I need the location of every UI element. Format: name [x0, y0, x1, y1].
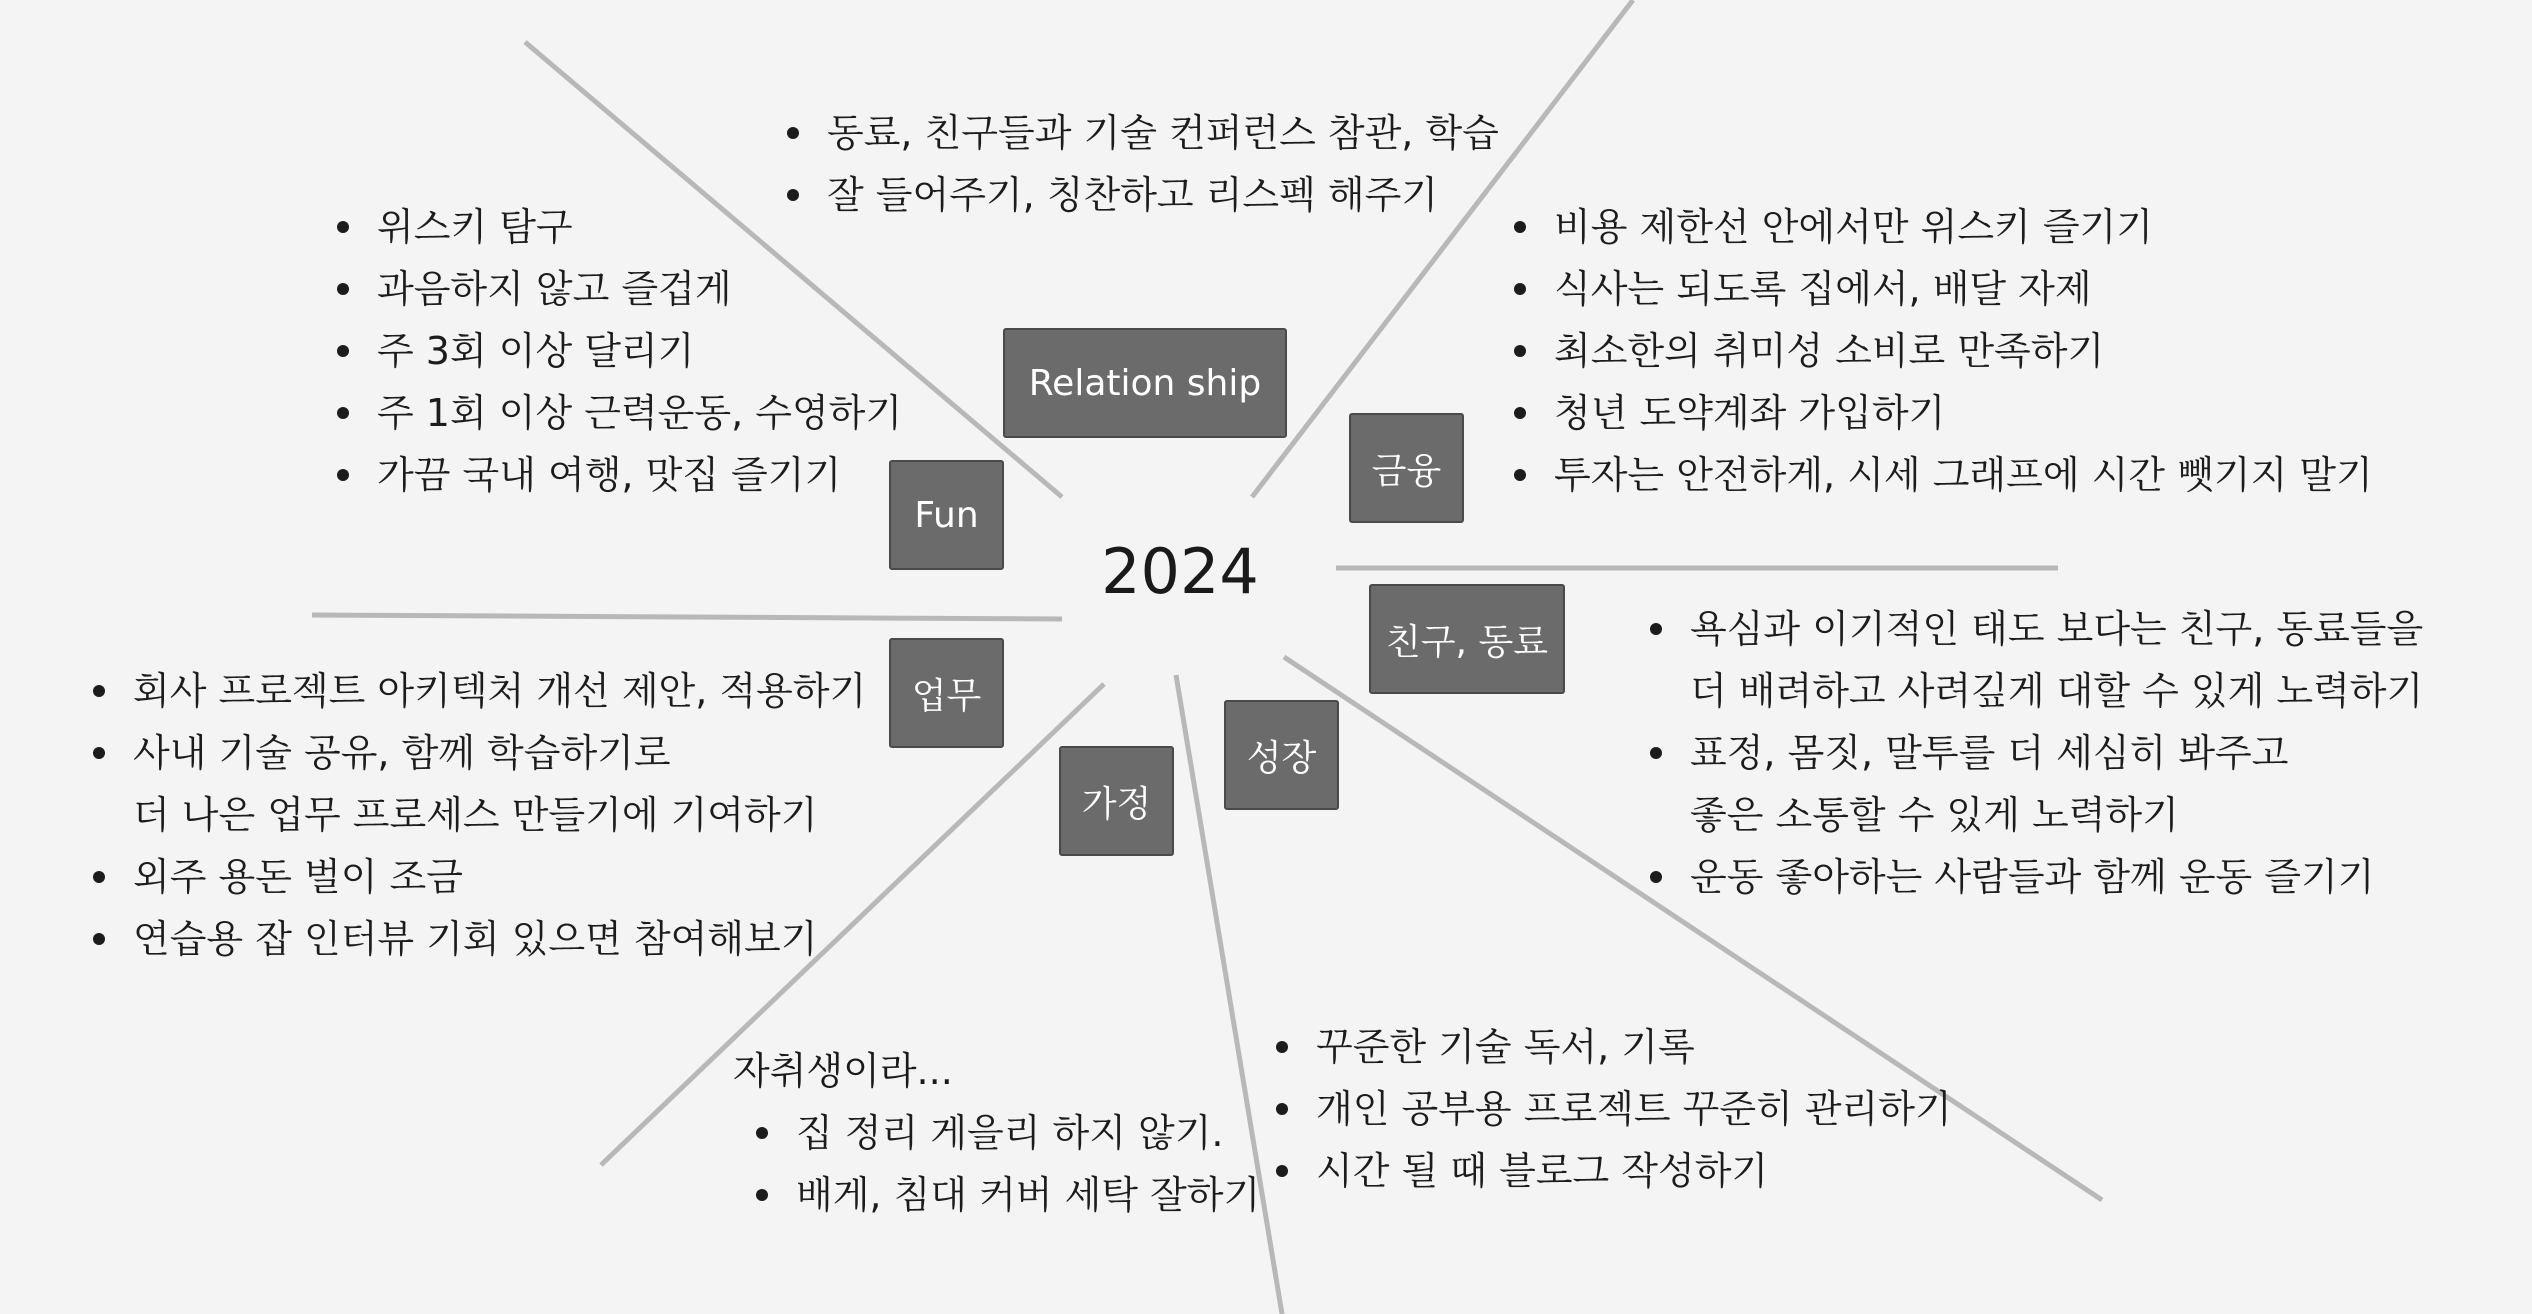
work-goal-list: [87, 660, 866, 970]
tag-finance[interactable]: 금융: [1349, 413, 1464, 523]
list-item: 가끔 국내 여행, 맛집 즐기기: [331, 444, 902, 506]
bullet-icon: [337, 221, 349, 233]
tag-relationship[interactable]: Relation ship: [1003, 328, 1287, 438]
bullet-icon: [337, 407, 349, 419]
bullet-icon: [337, 345, 349, 357]
list-item: 위스키 탐구: [331, 196, 902, 258]
list-item: 식사는 되도록 집에서, 배달 자제: [1508, 258, 2373, 320]
tag-work[interactable]: 업무: [889, 638, 1004, 748]
list-item: 주 1회 이상 근력운동, 수영하기: [331, 382, 902, 444]
list-item: 운동 좋아하는 사람들과 함께 운동 즐기기: [1644, 846, 2423, 908]
list-item: 개인 공부용 프로젝트 꾸준히 관리하기: [1270, 1078, 1952, 1140]
tag-fun[interactable]: Fun: [889, 460, 1004, 570]
tag-home[interactable]: 가정: [1059, 746, 1174, 856]
growth-goal-list: [1270, 1016, 1952, 1202]
bullet-icon: [1514, 407, 1526, 419]
bullet-icon: [1650, 747, 1662, 759]
bullet-icon: [756, 1127, 768, 1139]
list-item: 비용 제한선 안에서만 위스키 즐기기: [1508, 196, 2373, 258]
list-item: 표정, 몸짓, 말투를 더 세심히 봐주고 좋은 소통할 수 있게 노력하기: [1644, 722, 2423, 846]
tag-friends[interactable]: 친구, 동료: [1369, 584, 1565, 694]
list-item: 잘 들어주기, 칭찬하고 리스펙 해주기: [781, 164, 1499, 226]
home-intro-text: 자취생이라...: [733, 1049, 953, 1093]
bullet-icon: [756, 1189, 768, 1201]
bullet-icon: [1276, 1165, 1288, 1177]
bullet-icon: [1514, 345, 1526, 357]
center-year-title: 2024: [1101, 535, 1259, 608]
list-item: 동료, 친구들과 기술 컨퍼런스 참관, 학습: [781, 102, 1499, 164]
bullet-icon: [1276, 1103, 1288, 1115]
list-item: 꾸준한 기술 독서, 기록: [1270, 1016, 1952, 1078]
list-item: 투자는 안전하게, 시세 그래프에 시간 뺏기지 말기: [1508, 444, 2373, 506]
list-item: 배게, 침대 커버 세탁 잘하기: [750, 1164, 1260, 1226]
fun-goal-list: [331, 196, 902, 506]
bullet-icon: [1650, 623, 1662, 635]
list-item: 주 3회 이상 달리기: [331, 320, 902, 382]
list-item: 최소한의 취미성 소비로 만족하기: [1508, 320, 2373, 382]
bullet-icon: [1276, 1041, 1288, 1053]
bullet-icon: [93, 747, 105, 759]
list-item: 집 정리 게을리 하지 않기.: [750, 1102, 1260, 1164]
list-item: 연습용 잡 인터뷰 기회 있으면 참여해보기: [87, 908, 866, 970]
list-item: 외주 용돈 벌이 조금: [87, 846, 866, 908]
list-item: 시간 될 때 블로그 작성하기: [1270, 1140, 1952, 1202]
list-item: 과음하지 않고 즐겁게: [331, 258, 902, 320]
bullet-icon: [337, 469, 349, 481]
bullet-icon: [93, 933, 105, 945]
friends-goal-list: [1644, 598, 2423, 908]
home-goal-list: [750, 1102, 1260, 1226]
tag-growth[interactable]: 성장: [1224, 700, 1339, 810]
bullet-icon: [1514, 221, 1526, 233]
finance-goal-list: [1508, 196, 2373, 506]
bullet-icon: [1650, 871, 1662, 883]
list-item: 욕심과 이기적인 태도 보다는 친구, 동료들을 더 배려하고 사려깊게 대할 수 있게 노력하기: [1644, 598, 2423, 722]
bullet-icon: [93, 871, 105, 883]
bullet-icon: [1514, 283, 1526, 295]
list-item: 사내 기술 공유, 함께 학습하기로 더 나은 업무 프로세스 만들기에 기여하기: [87, 722, 866, 846]
bullet-icon: [93, 685, 105, 697]
bullet-icon: [337, 283, 349, 295]
divider-line-fun-work: [312, 615, 1062, 619]
list-item: 회사 프로젝트 아키텍처 개선 제안, 적용하기: [87, 660, 866, 722]
bullet-icon: [1514, 469, 1526, 481]
bullet-icon: [787, 127, 799, 139]
list-item: 청년 도약계좌 가입하기: [1508, 382, 2373, 444]
